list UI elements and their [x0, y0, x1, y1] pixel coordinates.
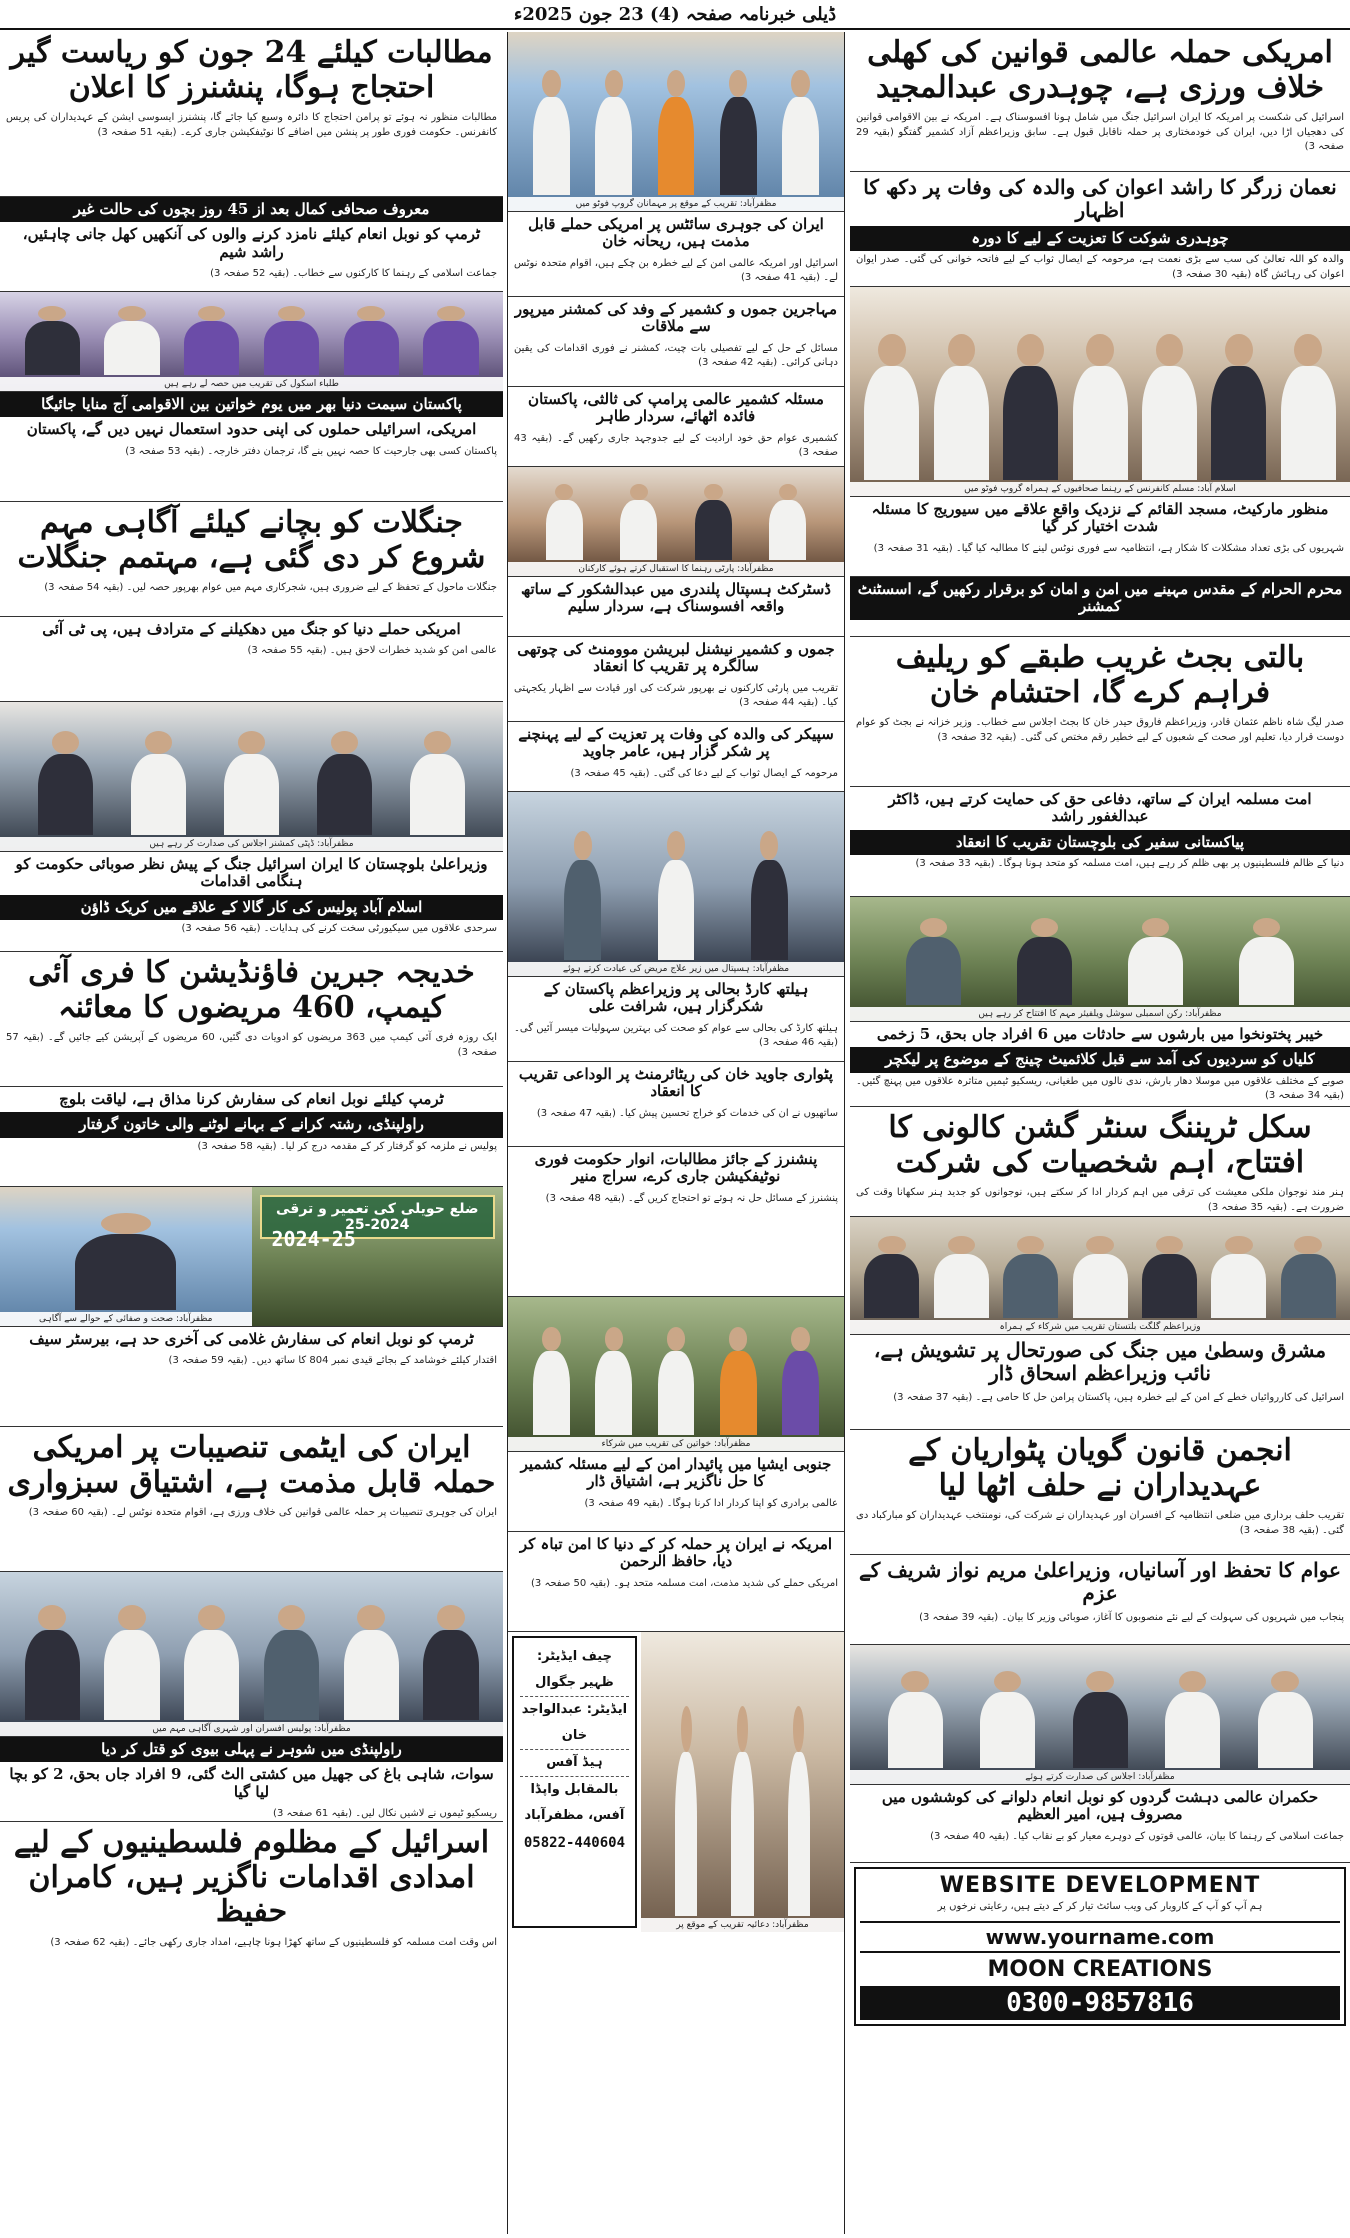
- article-body: امریکی حملے کی شدید مذمت، امت مسلمہ متحد ہو۔ (بقیہ 50 صفحہ 3): [531, 1577, 838, 1589]
- article-left-7: [0, 952, 503, 1087]
- article-left-12: [0, 1822, 503, 1992]
- article-body: جماعت اسلامی کے رہنما کا کارکنوں سے خطاب۔ (بقیہ 52 صفحہ 3): [210, 267, 497, 279]
- headline: محرم الحرام کے مقدس مہینے میں امن و امان کو برقرار رکھیں گے، اسسٹنٹ کمشنر: [850, 577, 1350, 620]
- article-right-7: [850, 1022, 1350, 1107]
- headline: اسرائیل کے مظلوم فلسطینیوں کے لیے امدادی اقدامات ناگزیر ہیں، کامران حفیظ: [0, 1822, 503, 1934]
- headline: خدیجہ جبرین فاؤنڈیشن کا فری آئی کیمپ، 460 مریضوں کا معائنہ: [0, 952, 503, 1029]
- photo-left-4: [0, 1572, 503, 1737]
- headline: پاکستان سیمت دنیا بھر میں یوم خواتین بین الاقوامی آج منایا جائیگا: [0, 392, 503, 417]
- article-right-9: [850, 1335, 1350, 1430]
- headline: جنگلات کو بچانے کیلئے آگاہی مہم شروع کر دی گئی ہے، مہتمم جنگلات: [0, 502, 503, 579]
- photo-caption: وزیراعظم گلگت بلتستان تقریب میں شرکاء کے ہمراہ: [850, 1320, 1350, 1334]
- headline: راولپنڈی میں شوہر نے پہلی بیوی کو قتل کر دیا: [0, 1737, 503, 1762]
- banner-year: 2024-25: [271, 1227, 356, 1251]
- article-left-11: [0, 1737, 503, 1822]
- ad-url[interactable]: www.yourname.com: [860, 1921, 1340, 1953]
- bottom-mid-row: [508, 1632, 844, 1932]
- headline: ڈسٹرکٹ ہسپتال پلندری میں عبدالشکور کے ساتھ واقعہ افسوسناک ہے، سردار سلیم: [508, 577, 844, 620]
- article-body: پنشنرز کے مسائل حل نہ ہوئے تو احتجاج کریں گے۔ (بقیہ 48 صفحہ 3): [545, 1192, 838, 1204]
- photo-mid-5: [641, 1632, 844, 1932]
- office-phone[interactable]: 05822-440604: [523, 1835, 626, 1851]
- article-left-8: [0, 1087, 503, 1187]
- photo-mid-2: [508, 467, 844, 577]
- article-left-5: [0, 617, 503, 702]
- article-body: اسرائیل اور امریکہ عالمی امن کے لیے خطرہ بن چکے ہیں، اقوام متحدہ نوٹس لے۔ (بقیہ 41 صفحہ 3): [514, 257, 838, 283]
- headline: ٹرمپ کیلئے نوبل انعام کی سفارش کرنا مذاق ہے، لیاقت بلوچ: [0, 1087, 503, 1112]
- article-left-4: [0, 502, 503, 617]
- article-mid-10: [508, 1452, 844, 1532]
- photo-caption: مظفرآباد: تقریب کے موقع پر مہمانان گروپ فوٹو میں: [508, 197, 844, 211]
- article-body: ایک روزہ فری آئی کیمپ میں 363 مریضوں کو ادویات دی گئیں، 60 مریضوں کے آپریشن کیے جائیں گے۔ (بقیہ 57 صفحہ 3): [6, 1032, 497, 1058]
- subheadline: سوات، شاہی باغ کی جھیل میں کشتی الٹ گئی، 9 افراد جاں بحق، 2 کو بچا لیا گیا: [0, 1762, 503, 1805]
- article-body: جنگلات ماحول کے تحفظ کے لیے ضروری ہیں، شجرکاری مہم میں عوام بھرپور حصہ لیں۔ (بقیہ 54 صفحہ 3): [44, 582, 497, 593]
- masthead: [0, 0, 1350, 30]
- editor: ایڈیٹر: عبدالواجد خان: [520, 1697, 629, 1750]
- article-body: ہنر مند نوجوان ملکی معیشت کی ترقی میں اہم کردار ادا کر سکتے ہیں، نوجوانوں کو جدید ہنر سکھانا وقت کی ضرورت ہے۔ (بقیہ 35 صفحہ 3): [856, 1187, 1344, 1213]
- article-mid-11: [508, 1532, 844, 1632]
- ad-phone[interactable]: 0300-9857816: [860, 1986, 1340, 2020]
- headline: مشرق وسطیٰ میں جنگ کی صورتحال پر تشویش ہے، نائب وزیراعظم اسحاق ڈار: [850, 1335, 1350, 1389]
- article-body: دنیا کے ظالم فلسطینیوں پر بھی ظلم کر رہے ہیں، امت مسلمہ کو متحد ہونا ہوگا۔ (بقیہ 33 صفحہ 3): [915, 857, 1344, 869]
- photo-caption: مظفرآباد: صحت و صفائی کے حوالے سے آگاہی: [0, 1312, 252, 1326]
- photo-caption: مظفرآباد: رکن اسمبلی سوشل ویلفیئر مہم کا افتتاح کر رہے ہیں: [850, 1007, 1350, 1021]
- article-body: اسرائیل کی شکست پر امریکہ کا ایران اسرائیل جنگ میں شامل ہونا افسوسناک ہے۔ امریکہ نے بین الاقوامی قوانین کی دھجیاں اڑا دیں، ایران کی خودمختاری پر حملہ ناقابل قبول ہے۔ سابق وزیراعظم آزاد کشمیر گفتگو (بقیہ 29 صفحہ 3): [856, 112, 1344, 152]
- ad-title: WEBSITE DEVELOPMENT: [939, 1873, 1261, 1898]
- article-mid-6: [508, 722, 844, 792]
- portrait-photo: [0, 1187, 252, 1326]
- headline: امریکہ نے ایران پر حملہ کر کے دنیا کا امن تباہ کر دیا، حافظ الرحمن: [508, 1532, 844, 1575]
- photo-left-2: [0, 702, 503, 852]
- photo-caption: مظفرآباد: ڈپٹی کمشنر اجلاس کی صدارت کر رہے ہیں: [0, 837, 503, 851]
- headline: پنشنرز کے جائز مطالبات، انوار حکومت فوری نوٹیفکیشن جاری کرے، سراج منیر: [508, 1147, 844, 1190]
- headline: امت مسلمہ ایران کے ساتھ، دفاعی حق کی حمایت کرتے ہیں، ڈاکٹر عبدالغفور راشد: [850, 787, 1350, 830]
- photo-caption: طلباء اسکول کی تقریب میں حصہ لے رہے ہیں: [0, 377, 503, 391]
- headline: امریکی حملے دنیا کو جنگ میں دھکیلنے کے مترادف ہیں، پی ٹی آئی: [0, 617, 503, 642]
- article-left-10: [0, 1427, 503, 1572]
- article-right-5: [850, 637, 1350, 787]
- ad-brand: MOON CREATIONS: [987, 1956, 1213, 1982]
- headline: ہیلتھ کارڈ بحالی پر وزیراعظم پاکستان کے شکرگزار ہیں، شرافت علی: [508, 977, 844, 1020]
- article-left-6: [0, 852, 503, 952]
- subheadline: ٹرمپ کو نوبل انعام کیلئے نامزد کرنے والوں کی آنکھیں کھل جانی چاہئیں، راشد شیم: [0, 222, 503, 265]
- article-body: کشمیری عوام حق خود ارادیت کے لیے جدوجہد جاری رکھیں گے۔ (بقیہ 43 صفحہ 3): [514, 432, 838, 458]
- article-body: پولیس نے ملزمہ کو گرفتار کر کے مقدمہ درج کر لیا۔ (بقیہ 58 صفحہ 3): [197, 1140, 497, 1152]
- subheadline: پیاکستانی سفیر کی بلوچستان تقریب کا انعقاد: [850, 830, 1350, 855]
- headline: حکمران عالمی دہشت گردوں کو نوبل انعام دلوانے کی کوششوں میں مصروف ہیں، امیر العظیم: [850, 1785, 1350, 1828]
- photo-caption: مظفرآباد: پارٹی رہنما کا استقبال کرتے ہوئے کارکنان: [508, 562, 844, 576]
- article-body: اس وقت امت مسلمہ کو فلسطینیوں کے ساتھ کھڑا ہونا چاہیے، امداد جاری رکھی جائے۔ (بقیہ 62 صفحہ 3): [50, 1936, 497, 1948]
- headline: خیبر پختونخوا میں بارشوں سے حادثات میں 6 افراد جاں بحق، 5 زخمی: [850, 1022, 1350, 1047]
- photo-left-3-row: [0, 1187, 503, 1327]
- photo-caption: مظفرآباد: خواتین کی تقریب میں شرکاء: [508, 1437, 844, 1451]
- headline: سکل ٹریننگ سنٹر گشن کالونی کا افتتاح، اہم شخصیات کی شرکت: [850, 1107, 1350, 1184]
- article-right-4: [850, 577, 1350, 637]
- headline: نعمان زرگر کا راشد اعوان کی والدہ کی وفات پر دکھ کا اظہار: [850, 172, 1350, 226]
- subheadline: امریکی، اسرائیلی حملوں کی اپنی حدود استعمال نہیں دیں گے، پاکستان: [0, 417, 503, 442]
- article-body: ہیلتھ کارڈ کی بحالی سے عوام کو صحت کی بہترین سہولیات میسر آئیں گی۔ (بقیہ 46 صفحہ 3): [514, 1022, 838, 1048]
- subheadline: راولپنڈی، رشتہ کرانے کے بہانے لوٹنے والی خاتون گرفتار: [0, 1112, 503, 1137]
- article-body: صدر لیگ شاہ ناظم عثمان قادر، وزیراعظم فاروق حیدر خان کا بجٹ اجلاس سے خطاب۔ وزیر خزانہ نے بجٹ کو عوام دوست قرار دیا، تعلیم اور صحت کے شعبوں کے لیے خطیر رقم مختص کی گئی۔ (بقیہ 32 صفحہ 3): [856, 717, 1344, 743]
- article-body: مسائل کے حل کے لیے تفصیلی بات چیت، کمشنر نے فوری اقدامات کی یقین دہانی کرائی۔ (بقیہ 42 صفحہ 3): [514, 342, 838, 368]
- article-body: ریسکیو ٹیموں نے لاشیں نکال لیں۔ (بقیہ 61 صفحہ 3): [273, 1807, 497, 1819]
- headline: انجمن قانون گویان پٹواریان کے عہدیداران نے حلف اٹھا لیا: [850, 1430, 1350, 1507]
- article-body: پاکستان کسی بھی جارحیت کا حصہ نہیں بنے گا، ترجمان دفتر خارجہ۔ (بقیہ 53 صفحہ 3): [125, 445, 497, 457]
- headline: امریکی حملہ عالمی قوانین کی کھلی خلاف ورزی ہے، چوہدری عبدالمجید: [850, 32, 1350, 109]
- photo-right-1: [850, 287, 1350, 497]
- article-right-2: [850, 172, 1350, 287]
- article-left-9: [0, 1327, 503, 1427]
- article-mid-9: [508, 1147, 844, 1297]
- photo-mid-4: [508, 1297, 844, 1452]
- photo-right-3: [850, 1217, 1350, 1335]
- headline: ٹرمپ کو نوبل انعام کی سفارش غلامی کی آخری حد ہے، بیرسٹر سیف: [0, 1327, 503, 1352]
- editorial-staff-box: [512, 1636, 637, 1928]
- article-right-1: [850, 32, 1350, 172]
- headline: جموں و کشمیر نیشنل لبریشن موومنٹ کی چوتھی سالگرہ پر تقریب کا انعقاد: [508, 637, 844, 680]
- article-body: عالمی برادری کو اپنا کردار ادا کرنا ہوگا۔ (بقیہ 49 صفحہ 3): [584, 1497, 838, 1509]
- ad-description: ہم آپ کو آپ کے کاروبار کی ویب سائٹ تیار کر کے دیتے ہیں، رعایتی نرخوں پر: [937, 1901, 1263, 1912]
- headline: وزیراعلیٰ بلوچستان کا ایران اسرائیل جنگ کے پیش نظر صوبائی حکومت کو ہنگامی اقدامات: [0, 852, 503, 895]
- headline: مسئلہ کشمیر عالمی پرامپ کی ثالثی، پاکستان فائدہ اٹھائے، سردار طاہر: [508, 387, 844, 430]
- photo-caption: مظفرآباد: پولیس افسران اور شہری آگاہی مہم میں: [0, 1722, 503, 1736]
- article-right-10: [850, 1430, 1350, 1555]
- article-body: اسرائیل کی کارروائیاں خطے کے امن کے لیے خطرہ ہیں، پاکستان پرامن حل کا حامی ہے۔ (بقیہ 37 صفحہ 3): [893, 1392, 1344, 1403]
- page-date-title: ڈیلی خبرنامہ صفحہ (4) 23 جون 2025ء: [513, 3, 837, 25]
- photo-caption: مظفرآباد: دعائیہ تقریب کے موقع پر: [641, 1918, 844, 1932]
- subheadline: چوہدری شوکت کا تعزیت کے لیے کا دورہ: [850, 226, 1350, 251]
- article-mid-3: [508, 387, 844, 467]
- headline: معروف صحافی کمال بعد از 45 روز بچوں کی حالت غیر: [0, 197, 503, 222]
- article-left-1: [0, 32, 503, 197]
- article-body: تقریب حلف برداری میں ضلعی انتظامیہ کے افسران اور عہدیداران نے شرکت کی، نومنتخب عہدیداران کو مبارکباد دی گئی۔ (بقیہ 38 صفحہ 3): [856, 1510, 1344, 1536]
- article-body: شہریوں کی بڑی تعداد مشکلات کا شکار ہے، انتظامیہ سے فوری نوٹس لینے کا مطالبہ کیا گیا۔ (بقیہ 31 صفحہ 3): [873, 542, 1344, 554]
- article-right-8: [850, 1107, 1350, 1217]
- article-body: سرحدی علاقوں میں سیکیورٹی سخت کرنے کی ہدایات۔ (بقیہ 56 صفحہ 3): [181, 922, 497, 934]
- article-left-2: [0, 197, 503, 292]
- headline: مطالبات کیلئے 24 جون کو ریاست گیر احتجاج ہوگا، پنشنرز کا اعلان: [0, 32, 503, 109]
- head-office-label: ہیڈ آفس: [520, 1750, 629, 1777]
- photo-caption: اسلام آباد: مسلم کانفرنس کے رہنما صحافیوں کے ہمراہ گروپ فوٹو میں: [850, 482, 1350, 496]
- article-mid-2: [508, 297, 844, 387]
- article-mid-7: [508, 977, 844, 1062]
- headline: مہاجرین جموں و کشمیر کے وفد کی کمشنر میرپور سے ملاقات: [508, 297, 844, 340]
- article-body: پنجاب میں شہریوں کی سہولت کے لیے نئے منصوبوں کا آغاز، صوبائی وزیر کا بیان۔ (بقیہ 39 صفحہ 3): [919, 1612, 1344, 1623]
- banner-photo: [252, 1187, 504, 1326]
- photo-mid-1: [508, 32, 844, 212]
- headline: ایران کی ایٹمی تنصیبات پر امریکی حملہ قابل مذمت ہے، اشتیاق سبزواری: [0, 1427, 503, 1504]
- ad-website-development: [850, 1863, 1350, 2113]
- column-right: [850, 32, 1350, 2234]
- photo-right-2: [850, 897, 1350, 1022]
- chief-editor: چیف ایڈیٹر: ظہیر جگوال: [520, 1644, 629, 1697]
- article-left-3: [0, 392, 503, 502]
- article-mid-5: [508, 637, 844, 722]
- article-mid-8: [508, 1062, 844, 1147]
- headline: بالتی بجٹ غریب طبقے کو ریلیف فراہم کرے گا، احتشام خان: [850, 637, 1350, 714]
- head-office-address: بالمقابل واپڈا آفس، مظفرآباد: [524, 1782, 625, 1823]
- banner-text: ضلع حویلی کی تعمیر و ترقی 2024-25: [260, 1195, 496, 1239]
- article-body: جماعت اسلامی کے رہنما کا بیان، عالمی قوتوں کے دوہرے معیار کو بے نقاب کیا۔ (بقیہ 40 صفحہ 3): [930, 1830, 1344, 1842]
- article-right-6: [850, 787, 1350, 897]
- headline: سپیکر کی والدہ کی وفات پر تعزیت کے لیے پہنچنے پر شکر گزار ہیں، عامر جاوید: [508, 722, 844, 765]
- article-body: والدہ کو اللہ تعالیٰ کی سب سے بڑی نعمت ہے، مرحومہ کے ایصال ثواب کے لیے فاتحہ خوانی کی گئی۔ صدر ایوان اعوان کی رہائش گاہ (بقیہ 30 صفحہ 3): [856, 254, 1344, 280]
- photo-mid-3: [508, 792, 844, 977]
- article-body: صوبے کے مختلف علاقوں میں موسلا دھار بارش، ندی نالوں میں طغیانی، ریسکیو ٹیمیں متاثرہ علاقوں میں پہنچ گئیں۔ (بقیہ 34 صفحہ 3): [856, 1075, 1344, 1101]
- photo-right-4: [850, 1645, 1350, 1785]
- article-body: تقریب میں پارٹی کارکنوں نے بھرپور شرکت کی اور قیادت سے اظہار یکجہتی کیا۔ (بقیہ 44 صفحہ 3): [514, 682, 838, 708]
- headline: عوام کا تحفظ اور آسانیاں، وزیراعلیٰ مریم نواز شریف کے عزم: [850, 1555, 1350, 1609]
- article-right-12: [850, 1785, 1350, 1863]
- headline: جنوبی ایشیا میں پائیدار امن کے لیے مسئلہ کشمیر کا حل ناگزیر ہے، اشتیاق ڈار: [508, 1452, 844, 1495]
- article-right-3: [850, 497, 1350, 577]
- article-right-11: [850, 1555, 1350, 1645]
- photo-left-1: [0, 292, 503, 392]
- article-body: اقتدار کیلئے خوشامد کے بجائے قیدی نمبر 804 کا ساتھ دیں۔ (بقیہ 59 صفحہ 3): [168, 1355, 497, 1367]
- headline: منظور مارکیٹ، مسجد القائم کے نزدیک واقع علاقے میں سیوریج کا مسئلہ شدت اختیار کر گیا: [850, 497, 1350, 540]
- photo-caption: مظفرآباد: ہسپتال میں زیر علاج مریض کی عیادت کرتے ہوئے: [508, 962, 844, 976]
- article-mid-1: [508, 212, 844, 297]
- article-body: عالمی امن کو شدید خطرات لاحق ہیں۔ (بقیہ 55 صفحہ 3): [247, 645, 497, 657]
- subheadline: کلیاں کو سردیوں کی آمد سے قبل کلائمیٹ چینج کے موضوع پر لیکچر: [850, 1047, 1350, 1072]
- article-body: ساتھیوں نے ان کی خدمات کو خراج تحسین پیش کیا۔ (بقیہ 47 صفحہ 3): [536, 1107, 838, 1119]
- article-body: مرحومہ کے ایصال ثواب کے لیے دعا کی گئی۔ (بقیہ 45 صفحہ 3): [570, 767, 838, 779]
- headline: ایران کی جوہری سائٹس پر امریکی حملے قابل مذمت ہیں، ریحانہ خان: [508, 212, 844, 255]
- headline: پٹواری جاوید خان کی ریٹائرمنٹ پر الوداعی تقریب کا انعقاد: [508, 1062, 844, 1105]
- column-left: [0, 32, 503, 2234]
- article-body: ایران کی جوہری تنصیبات پر حملہ عالمی قوانین کی خلاف ورزی ہے، اقوام متحدہ نوٹس لے۔ (بقیہ 60 صفحہ 3): [28, 1507, 497, 1518]
- column-middle: [507, 32, 845, 2234]
- article-mid-4: [508, 577, 844, 637]
- subheadline: اسلام آباد پولیس کی کار گالا کے علاقے میں کریک ڈاؤن: [0, 895, 503, 920]
- photo-caption: مظفرآباد: اجلاس کی صدارت کرتے ہوئے: [850, 1770, 1350, 1784]
- article-body: مطالبات منظور نہ ہوئے تو پرامن احتجاج کا دائرہ وسیع کیا جائے گا، پنشنرز ایسوسی ایشن کے عہدیداران کی پریس کانفرنس۔ حکومت فوری طور پر پنشن میں اضافے کا نوٹیفکیشن جاری کرے۔ (بقیہ 51 صفحہ 3): [6, 112, 497, 138]
